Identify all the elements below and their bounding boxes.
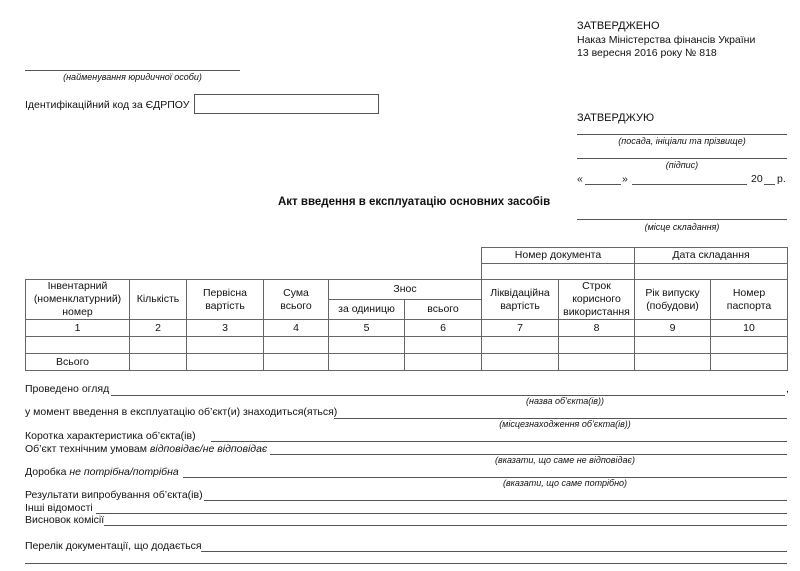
- approved-title: ЗАТВЕРДЖЕНО: [577, 20, 660, 32]
- table-cell[interactable]: [26, 337, 130, 354]
- col-wear-header: Знос: [329, 280, 482, 300]
- edrpou-input[interactable]: [194, 94, 379, 114]
- approved-order-line: Наказ Міністерства фінансів України: [577, 34, 756, 46]
- test-results-line[interactable]: [204, 500, 787, 501]
- inspection-label: Проведено огляд: [25, 383, 110, 395]
- column-number: 9: [635, 320, 711, 337]
- place-line[interactable]: [577, 219, 787, 220]
- col-wear-total-header: всього: [405, 300, 482, 320]
- col-year-header: Рік випуску (побудови): [635, 280, 711, 320]
- col-wear-unit-header: за одиницю: [329, 300, 405, 320]
- total-row: [26, 354, 788, 371]
- other-info-line[interactable]: [96, 513, 787, 514]
- approved-date-line: 13 вересня 2016 року № 818: [577, 47, 717, 59]
- rework-caption: (вказати, що саме потрібно): [502, 478, 628, 488]
- signature-caption: (підпис): [665, 160, 699, 170]
- col-passport-header: Номер паспорта: [711, 280, 788, 320]
- inspection-line[interactable]: [111, 395, 785, 396]
- table-header-row: [26, 280, 788, 300]
- org-name-line[interactable]: [25, 70, 240, 71]
- date-year-suffix: р.: [777, 173, 786, 185]
- column-number: 10: [711, 320, 788, 337]
- table-cell[interactable]: [559, 337, 635, 354]
- doc-number-value[interactable]: [482, 264, 635, 280]
- conclusion-label: Висновок комісії: [25, 514, 105, 526]
- assets-table: [25, 247, 788, 371]
- position-line[interactable]: [577, 134, 787, 135]
- position-caption: (посада, ініціали та прізвище): [618, 136, 746, 146]
- table-cell[interactable]: [187, 337, 264, 354]
- table-header-value-row: [26, 264, 788, 280]
- date-year-prefix: 20: [751, 173, 763, 185]
- table-row: [26, 337, 788, 354]
- location-label: у момент введення в експлуатацію об’єкт(и) знаходиться(яться): [25, 406, 338, 418]
- inspection-comma: ,: [786, 383, 789, 395]
- column-number: 7: [482, 320, 559, 337]
- table-cell[interactable]: [405, 337, 482, 354]
- column-number: 3: [187, 320, 264, 337]
- table-cell[interactable]: [482, 354, 559, 371]
- documentation-line[interactable]: [201, 551, 787, 552]
- column-numbers-row: [26, 320, 788, 337]
- other-info-label: Інші відомості: [25, 502, 93, 514]
- column-number: 2: [130, 320, 187, 337]
- col-initial-cost-header: Первісна вартість: [187, 280, 264, 320]
- col-liquidation-header: Ліквідаційна вартість: [482, 280, 559, 320]
- table-cell[interactable]: [329, 354, 405, 371]
- table-header-top-row: [26, 248, 788, 264]
- confirm-title: ЗАТВЕРДЖУЮ: [577, 112, 655, 124]
- table-cell[interactable]: [130, 337, 187, 354]
- blank-cell: [26, 248, 482, 264]
- date-year-line[interactable]: [764, 184, 775, 185]
- rework-options-text: не потрібна/потрібна: [69, 466, 179, 478]
- document-title: Акт введення в експлуатацію основних засобів: [278, 196, 551, 208]
- documentation-label: Перелік документації, що додається: [25, 540, 202, 552]
- col-inventory-header: Інвентарний (номенклатурний) номер: [26, 280, 130, 320]
- characteristics-line[interactable]: [211, 441, 787, 442]
- col-useful-life-header: Строк корисного використання: [559, 280, 635, 320]
- compile-date-header: Дата складання: [635, 248, 788, 264]
- table-cell[interactable]: [635, 337, 711, 354]
- table-cell[interactable]: [482, 337, 559, 354]
- tech-caption: (вказати, що саме не відповідає): [495, 455, 635, 465]
- tech-options-text: відповідає/не відповідає: [149, 443, 268, 455]
- table-cell[interactable]: [264, 337, 329, 354]
- table-cell[interactable]: [711, 354, 788, 371]
- table-cell[interactable]: [635, 354, 711, 371]
- conclusion-line[interactable]: [104, 525, 787, 526]
- table-cell[interactable]: [264, 354, 329, 371]
- table-cell[interactable]: [329, 337, 405, 354]
- date-close-quote: »: [622, 173, 628, 185]
- doc-number-header: Номер документа: [482, 248, 635, 264]
- inspection-caption: (назва об’єкта(ів)): [526, 396, 604, 406]
- signature-line[interactable]: [577, 158, 787, 159]
- date-open-quote: «: [577, 173, 583, 185]
- test-results-label: Результати випробування об’єкта(ів): [25, 489, 203, 501]
- column-number: 8: [559, 320, 635, 337]
- edrpou-label: Ідентифікаційний код за ЄДРПОУ: [25, 99, 190, 111]
- table-cell[interactable]: [711, 337, 788, 354]
- date-day-line[interactable]: [585, 184, 621, 185]
- column-number: 5: [329, 320, 405, 337]
- characteristics-label: Коротка характеристика об’єкта(ів): [25, 430, 196, 442]
- table-cell[interactable]: [405, 354, 482, 371]
- place-caption: (місце складання): [644, 222, 720, 232]
- rework-label: [25, 466, 179, 478]
- location-caption: (місцезнаходження об’єкта(ів)): [499, 419, 631, 429]
- tech-label-text: Об’єкт технічним умовам: [25, 443, 147, 455]
- org-name-caption: (найменування юридичної особи): [63, 72, 202, 82]
- column-number: 1: [26, 320, 130, 337]
- blank-cell: [26, 264, 482, 280]
- table-cell[interactable]: [187, 354, 264, 371]
- tech-conditions-label: [25, 443, 267, 455]
- table-cell[interactable]: [559, 354, 635, 371]
- column-number: 6: [405, 320, 482, 337]
- rework-label-text: Доробка: [25, 466, 67, 478]
- col-quantity-header: Кількість: [130, 280, 187, 320]
- col-total-header: Сума всього: [264, 280, 329, 320]
- compile-date-value[interactable]: [635, 264, 788, 280]
- total-label: Всього: [26, 354, 130, 371]
- documentation-line-2[interactable]: [25, 563, 787, 564]
- column-number: 4: [264, 320, 329, 337]
- date-month-line[interactable]: [632, 184, 747, 185]
- table-cell[interactable]: [130, 354, 187, 371]
